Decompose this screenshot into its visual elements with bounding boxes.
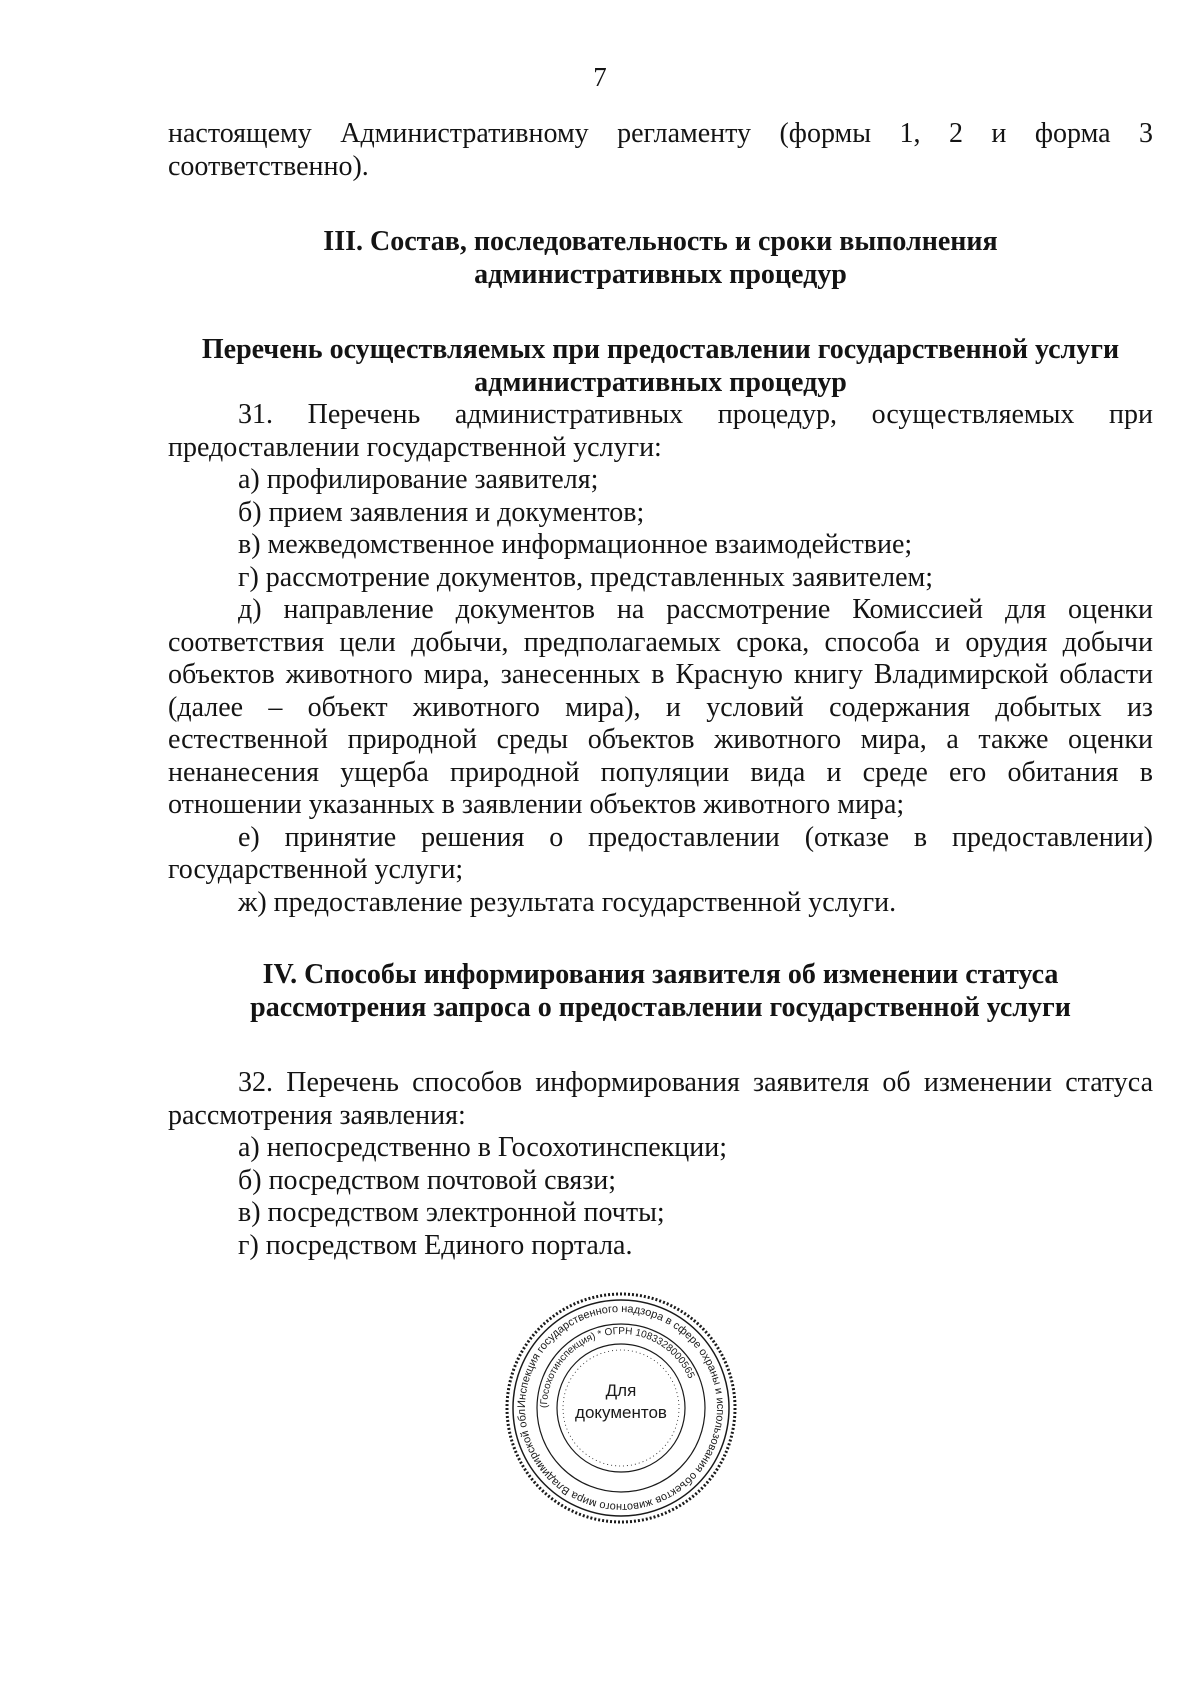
seal-center-line-1: Для xyxy=(605,1381,637,1400)
procedures-list-heading xyxy=(168,334,1153,399)
info-method-v: в) посредством электронной почты; xyxy=(238,1197,665,1228)
list-item-v: в) межведомственное информационное взаимодействие; xyxy=(238,529,913,560)
list-item-d-line-3: объектов животного мира, занесенных в Красную книгу Владимирской области xyxy=(168,659,1153,690)
section-4-heading-line-2: рассмотрения запроса о предоставлении государственной услуги xyxy=(250,991,1071,1023)
section-3-heading-line-1: III. Состав, последовательность и сроки выполнения xyxy=(323,226,998,257)
paragraph-32-line-1: 32. Перечень способов информирования заявителя об изменении статуса xyxy=(238,1067,1153,1098)
official-seal xyxy=(503,1290,739,1526)
intro-line-2: соответственно). xyxy=(168,150,369,182)
list-item-d-line-5: естественной природной среды объектов животного мира, а также оценки xyxy=(168,724,1153,755)
list-item-d-line-4: (далее – объект животного мира), и условий содержания добытых из xyxy=(168,691,1153,723)
list-item-g: г) рассмотрение документов, представленных заявителем; xyxy=(238,561,934,593)
info-method-a: а) непосредственно в Госохотинспекции; xyxy=(238,1132,728,1163)
list-item-a: а) профилирование заявителя; xyxy=(238,464,599,495)
seal-outer-ring-text: Инспекция государственного надзора в сфере охраны и использования объектов животного мира Владимирской обл xyxy=(515,1302,727,1514)
intro-line-1: настоящему Административному регламенту (формы 1, 2 и форма 3 xyxy=(168,118,1153,149)
page-number: 7 xyxy=(593,62,607,92)
section-3-heading-line-2: административных процедур xyxy=(474,258,847,290)
paragraph-31-line-1: 31. Перечень административных процедур, осуществляемых при xyxy=(238,399,1153,430)
list-item-d-line-2: соответствия цели добычи, предполагаемых срока, способа и орудия добычи xyxy=(168,626,1153,658)
seal-center-text xyxy=(503,1380,739,1424)
seal-center-line-2: документов xyxy=(575,1403,667,1422)
list-item-e-line-1: е) принятие решения о предоставлении (отказе в предоставлении) xyxy=(238,821,1153,853)
procedures-list-heading-line-1: Перечень осуществляемых при предоставлении государственной услуги xyxy=(201,334,1120,365)
document-body xyxy=(168,118,1153,1262)
list-item-d-line-1: д) направление документов на рассмотрение Комиссией для оценки xyxy=(238,594,1153,625)
list-item-d-line-7: отношении указанных в заявлении объектов животного мира; xyxy=(168,789,905,820)
list-item-e-line-2: государственной услуги; xyxy=(168,854,464,885)
section-4-heading xyxy=(168,959,1153,1024)
list-item-b: б) прием заявления и документов; xyxy=(238,496,645,528)
section-3-heading xyxy=(168,226,1153,291)
list-item-zh: ж) предоставление результата государственной услуги. xyxy=(238,886,897,918)
paragraph-31-line-2: предоставлении государственной услуги: xyxy=(168,431,662,463)
procedures-list-heading-line-2: административных процедур xyxy=(474,366,847,398)
list-item-d-line-6: ненанесения ущерба природной популяции вида и среде его обитания в xyxy=(168,756,1153,788)
info-method-b: б) посредством почтовой связи; xyxy=(238,1164,617,1196)
section-4-heading-line-1: IV. Способы информирования заявителя об изменении статуса xyxy=(262,959,1059,990)
paragraph-32-line-2: рассмотрения заявления: xyxy=(168,1099,466,1131)
seal-inner-ring-text: (Госохотинспекция) * ОГРН 1083328000565 xyxy=(538,1325,697,1409)
info-method-g: г) посредством Единого портала. xyxy=(238,1229,633,1261)
